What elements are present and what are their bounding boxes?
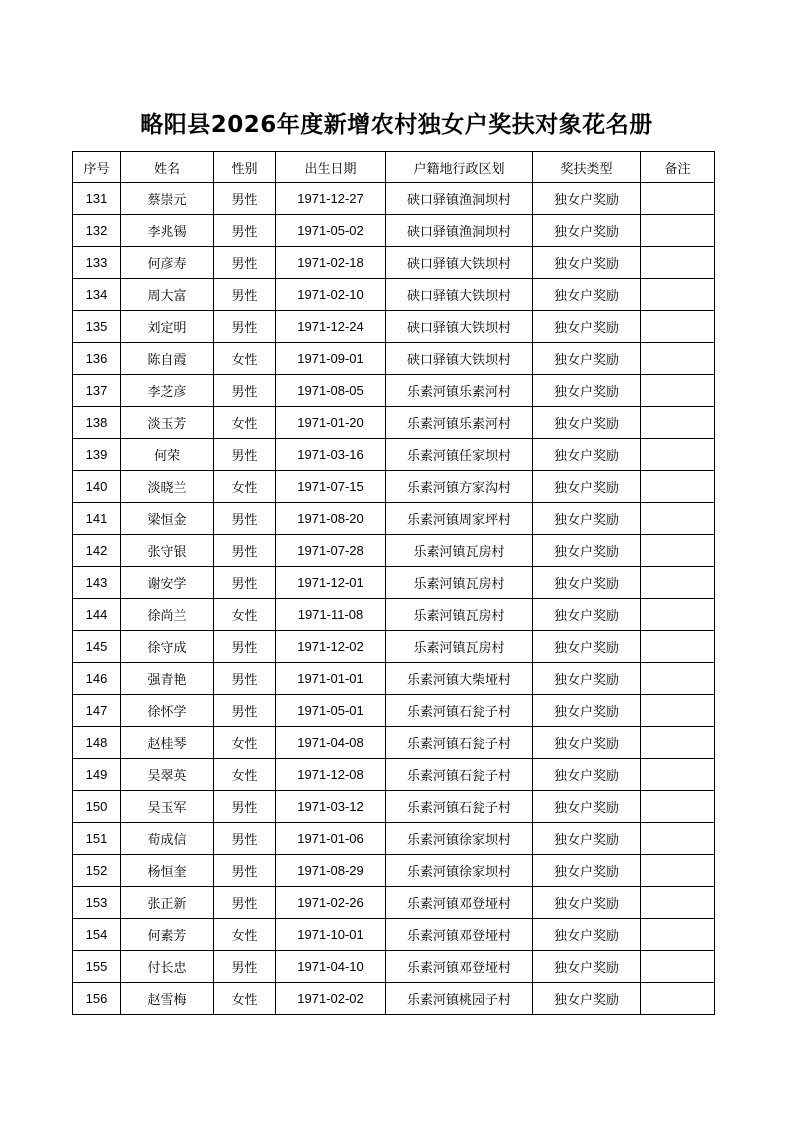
cell-birth-date: 1971-02-02 (276, 983, 386, 1015)
cell-region: 乐素河镇瓦房村 (386, 631, 533, 663)
cell-no: 136 (73, 343, 121, 375)
table-header (73, 152, 715, 183)
cell-type: 独女户奖励 (533, 663, 641, 695)
cell-note (641, 823, 715, 855)
cell-type: 独女户奖励 (533, 759, 641, 791)
cell-note (641, 215, 715, 247)
cell-name: 蔡崇元 (121, 183, 214, 215)
cell-gender: 男性 (214, 567, 276, 599)
cell-no: 135 (73, 311, 121, 343)
cell-region: 乐素河镇方家沟村 (386, 471, 533, 503)
cell-note (641, 535, 715, 567)
cell-name: 赵桂琴 (121, 727, 214, 759)
cell-region: 硖口驿镇大铁坝村 (386, 311, 533, 343)
cell-no: 147 (73, 695, 121, 727)
cell-gender: 女性 (214, 983, 276, 1015)
header-birth-date: 出生日期 (276, 152, 386, 183)
cell-gender: 女性 (214, 727, 276, 759)
cell-no: 137 (73, 375, 121, 407)
cell-no: 140 (73, 471, 121, 503)
cell-no: 156 (73, 983, 121, 1015)
header-type: 奖扶类型 (533, 152, 641, 183)
cell-type: 独女户奖励 (533, 471, 641, 503)
cell-name: 强青艳 (121, 663, 214, 695)
cell-name: 张正新 (121, 887, 214, 919)
cell-gender: 男性 (214, 215, 276, 247)
cell-gender: 男性 (214, 439, 276, 471)
cell-birth-date: 1971-11-08 (276, 599, 386, 631)
cell-note (641, 759, 715, 791)
cell-name: 淡玉芳 (121, 407, 214, 439)
cell-name: 徐尚兰 (121, 599, 214, 631)
cell-birth-date: 1971-12-02 (276, 631, 386, 663)
cell-birth-date: 1971-12-27 (276, 183, 386, 215)
table-row (73, 631, 715, 663)
cell-name: 赵雪梅 (121, 983, 214, 1015)
cell-birth-date: 1971-01-01 (276, 663, 386, 695)
cell-name: 周大富 (121, 279, 214, 311)
table-row (73, 279, 715, 311)
header-region: 户籍地行政区划 (386, 152, 533, 183)
cell-birth-date: 1971-04-10 (276, 951, 386, 983)
table-row (73, 535, 715, 567)
table-row (73, 503, 715, 535)
table-row (73, 727, 715, 759)
cell-gender: 男性 (214, 503, 276, 535)
table-body (73, 183, 715, 1015)
cell-region: 乐素河镇邓登垭村 (386, 951, 533, 983)
cell-region: 硖口驿镇大铁坝村 (386, 279, 533, 311)
cell-gender: 男性 (214, 695, 276, 727)
cell-birth-date: 1971-12-01 (276, 567, 386, 599)
cell-region: 硖口驿镇大铁坝村 (386, 247, 533, 279)
cell-name: 徐守成 (121, 631, 214, 663)
cell-type: 独女户奖励 (533, 375, 641, 407)
cell-no: 138 (73, 407, 121, 439)
cell-no: 144 (73, 599, 121, 631)
cell-gender: 女性 (214, 471, 276, 503)
table-row (73, 343, 715, 375)
cell-birth-date: 1971-01-06 (276, 823, 386, 855)
cell-gender: 女性 (214, 759, 276, 791)
cell-type: 独女户奖励 (533, 279, 641, 311)
table-row (73, 791, 715, 823)
cell-no: 152 (73, 855, 121, 887)
cell-region: 硖口驿镇渔洞坝村 (386, 183, 533, 215)
cell-birth-date: 1971-12-08 (276, 759, 386, 791)
cell-no: 150 (73, 791, 121, 823)
cell-gender: 男性 (214, 951, 276, 983)
cell-region: 乐素河镇瓦房村 (386, 567, 533, 599)
cell-name: 李芝彦 (121, 375, 214, 407)
cell-birth-date: 1971-08-05 (276, 375, 386, 407)
cell-no: 154 (73, 919, 121, 951)
cell-name: 刘定明 (121, 311, 214, 343)
cell-no: 134 (73, 279, 121, 311)
cell-type: 独女户奖励 (533, 695, 641, 727)
roster-table (72, 151, 715, 1015)
cell-gender: 男性 (214, 663, 276, 695)
cell-birth-date: 1971-09-01 (276, 343, 386, 375)
cell-type: 独女户奖励 (533, 407, 641, 439)
cell-name: 吴翠英 (121, 759, 214, 791)
table-row (73, 695, 715, 727)
cell-gender: 男性 (214, 183, 276, 215)
cell-type: 独女户奖励 (533, 215, 641, 247)
cell-type: 独女户奖励 (533, 631, 641, 663)
cell-type: 独女户奖励 (533, 567, 641, 599)
cell-name: 陈自霞 (121, 343, 214, 375)
cell-no: 139 (73, 439, 121, 471)
cell-no: 153 (73, 887, 121, 919)
header-name: 姓名 (121, 152, 214, 183)
cell-note (641, 983, 715, 1015)
cell-region: 乐素河镇乐素河村 (386, 375, 533, 407)
cell-birth-date: 1971-08-29 (276, 855, 386, 887)
cell-gender: 男性 (214, 791, 276, 823)
cell-no: 133 (73, 247, 121, 279)
cell-gender: 男性 (214, 311, 276, 343)
cell-name: 荀成信 (121, 823, 214, 855)
cell-name: 何素芳 (121, 919, 214, 951)
cell-name: 吴玉军 (121, 791, 214, 823)
table-row (73, 247, 715, 279)
cell-region: 乐素河镇周家坪村 (386, 503, 533, 535)
cell-note (641, 247, 715, 279)
table-row (73, 567, 715, 599)
cell-gender: 男性 (214, 375, 276, 407)
cell-type: 独女户奖励 (533, 855, 641, 887)
cell-note (641, 407, 715, 439)
cell-name: 何彦寿 (121, 247, 214, 279)
cell-type: 独女户奖励 (533, 823, 641, 855)
cell-gender: 男性 (214, 823, 276, 855)
cell-region: 乐素河镇大柴垭村 (386, 663, 533, 695)
cell-note (641, 887, 715, 919)
cell-gender: 男性 (214, 279, 276, 311)
cell-region: 乐素河镇石瓮子村 (386, 695, 533, 727)
cell-gender: 男性 (214, 535, 276, 567)
table-row (73, 759, 715, 791)
cell-type: 独女户奖励 (533, 951, 641, 983)
cell-region: 乐素河镇邓登垭村 (386, 919, 533, 951)
cell-region: 乐素河镇徐家坝村 (386, 855, 533, 887)
cell-note (641, 695, 715, 727)
cell-region: 乐素河镇瓦房村 (386, 599, 533, 631)
cell-region: 乐素河镇邓登垭村 (386, 887, 533, 919)
cell-type: 独女户奖励 (533, 599, 641, 631)
cell-note (641, 631, 715, 663)
header-note: 备注 (641, 152, 715, 183)
table-row (73, 599, 715, 631)
cell-no: 132 (73, 215, 121, 247)
cell-gender: 男性 (214, 855, 276, 887)
cell-name: 谢安学 (121, 567, 214, 599)
cell-no: 131 (73, 183, 121, 215)
table-row (73, 951, 715, 983)
table-row (73, 855, 715, 887)
cell-note (641, 855, 715, 887)
cell-region: 乐素河镇石瓮子村 (386, 759, 533, 791)
cell-name: 梁恒金 (121, 503, 214, 535)
cell-name: 张守银 (121, 535, 214, 567)
cell-birth-date: 1971-07-28 (276, 535, 386, 567)
cell-note (641, 375, 715, 407)
cell-name: 淡晓兰 (121, 471, 214, 503)
cell-note (641, 663, 715, 695)
cell-note (641, 311, 715, 343)
cell-birth-date: 1971-04-08 (276, 727, 386, 759)
cell-birth-date: 1971-12-24 (276, 311, 386, 343)
table-row (73, 183, 715, 215)
cell-name: 付长忠 (121, 951, 214, 983)
cell-gender: 男性 (214, 247, 276, 279)
cell-type: 独女户奖励 (533, 183, 641, 215)
cell-birth-date: 1971-02-26 (276, 887, 386, 919)
cell-note (641, 471, 715, 503)
cell-note (641, 567, 715, 599)
cell-region: 硖口驿镇大铁坝村 (386, 343, 533, 375)
cell-type: 独女户奖励 (533, 503, 641, 535)
cell-region: 乐素河镇乐素河村 (386, 407, 533, 439)
cell-type: 独女户奖励 (533, 247, 641, 279)
cell-birth-date: 1971-01-20 (276, 407, 386, 439)
table-row (73, 439, 715, 471)
cell-gender: 女性 (214, 343, 276, 375)
cell-gender: 男性 (214, 631, 276, 663)
cell-birth-date: 1971-03-12 (276, 791, 386, 823)
cell-no: 155 (73, 951, 121, 983)
cell-no: 146 (73, 663, 121, 695)
cell-name: 何荣 (121, 439, 214, 471)
cell-name: 杨恒奎 (121, 855, 214, 887)
header-gender: 性别 (214, 152, 276, 183)
cell-birth-date: 1971-07-15 (276, 471, 386, 503)
cell-note (641, 279, 715, 311)
table-row (73, 375, 715, 407)
cell-no: 148 (73, 727, 121, 759)
cell-note (641, 503, 715, 535)
header-no: 序号 (73, 152, 121, 183)
cell-birth-date: 1971-10-01 (276, 919, 386, 951)
cell-region: 乐素河镇瓦房村 (386, 535, 533, 567)
cell-region: 硖口驿镇渔洞坝村 (386, 215, 533, 247)
cell-birth-date: 1971-03-16 (276, 439, 386, 471)
cell-type: 独女户奖励 (533, 791, 641, 823)
cell-note (641, 727, 715, 759)
document-title: 略阳县2026年度新增农村独女户奖扶对象花名册 (140, 112, 653, 138)
cell-note (641, 791, 715, 823)
cell-note (641, 919, 715, 951)
cell-birth-date: 1971-02-10 (276, 279, 386, 311)
table-row (73, 823, 715, 855)
cell-no: 149 (73, 759, 121, 791)
table-row (73, 663, 715, 695)
cell-type: 独女户奖励 (533, 439, 641, 471)
cell-name: 李兆锡 (121, 215, 214, 247)
cell-note (641, 343, 715, 375)
cell-birth-date: 1971-02-18 (276, 247, 386, 279)
table-row (73, 407, 715, 439)
table-row (73, 887, 715, 919)
cell-region: 乐素河镇石瓮子村 (386, 791, 533, 823)
table-row (73, 471, 715, 503)
cell-birth-date: 1971-05-02 (276, 215, 386, 247)
cell-region: 乐素河镇桃园子村 (386, 983, 533, 1015)
cell-no: 142 (73, 535, 121, 567)
header-row (73, 152, 715, 183)
cell-gender: 女性 (214, 407, 276, 439)
cell-no: 141 (73, 503, 121, 535)
cell-no: 145 (73, 631, 121, 663)
cell-no: 151 (73, 823, 121, 855)
cell-type: 独女户奖励 (533, 727, 641, 759)
cell-gender: 女性 (214, 919, 276, 951)
table-row (73, 919, 715, 951)
cell-type: 独女户奖励 (533, 535, 641, 567)
cell-type: 独女户奖励 (533, 919, 641, 951)
cell-region: 乐素河镇任家坝村 (386, 439, 533, 471)
cell-birth-date: 1971-05-01 (276, 695, 386, 727)
table-row (73, 983, 715, 1015)
cell-gender: 男性 (214, 887, 276, 919)
cell-note (641, 183, 715, 215)
cell-region: 乐素河镇徐家坝村 (386, 823, 533, 855)
cell-type: 独女户奖励 (533, 983, 641, 1015)
cell-type: 独女户奖励 (533, 887, 641, 919)
table-row (73, 215, 715, 247)
cell-note (641, 951, 715, 983)
cell-note (641, 599, 715, 631)
cell-name: 徐怀学 (121, 695, 214, 727)
cell-region: 乐素河镇石瓮子村 (386, 727, 533, 759)
cell-gender: 女性 (214, 599, 276, 631)
cell-birth-date: 1971-08-20 (276, 503, 386, 535)
cell-no: 143 (73, 567, 121, 599)
cell-type: 独女户奖励 (533, 311, 641, 343)
cell-type: 独女户奖励 (533, 343, 641, 375)
cell-note (641, 439, 715, 471)
table-row (73, 311, 715, 343)
